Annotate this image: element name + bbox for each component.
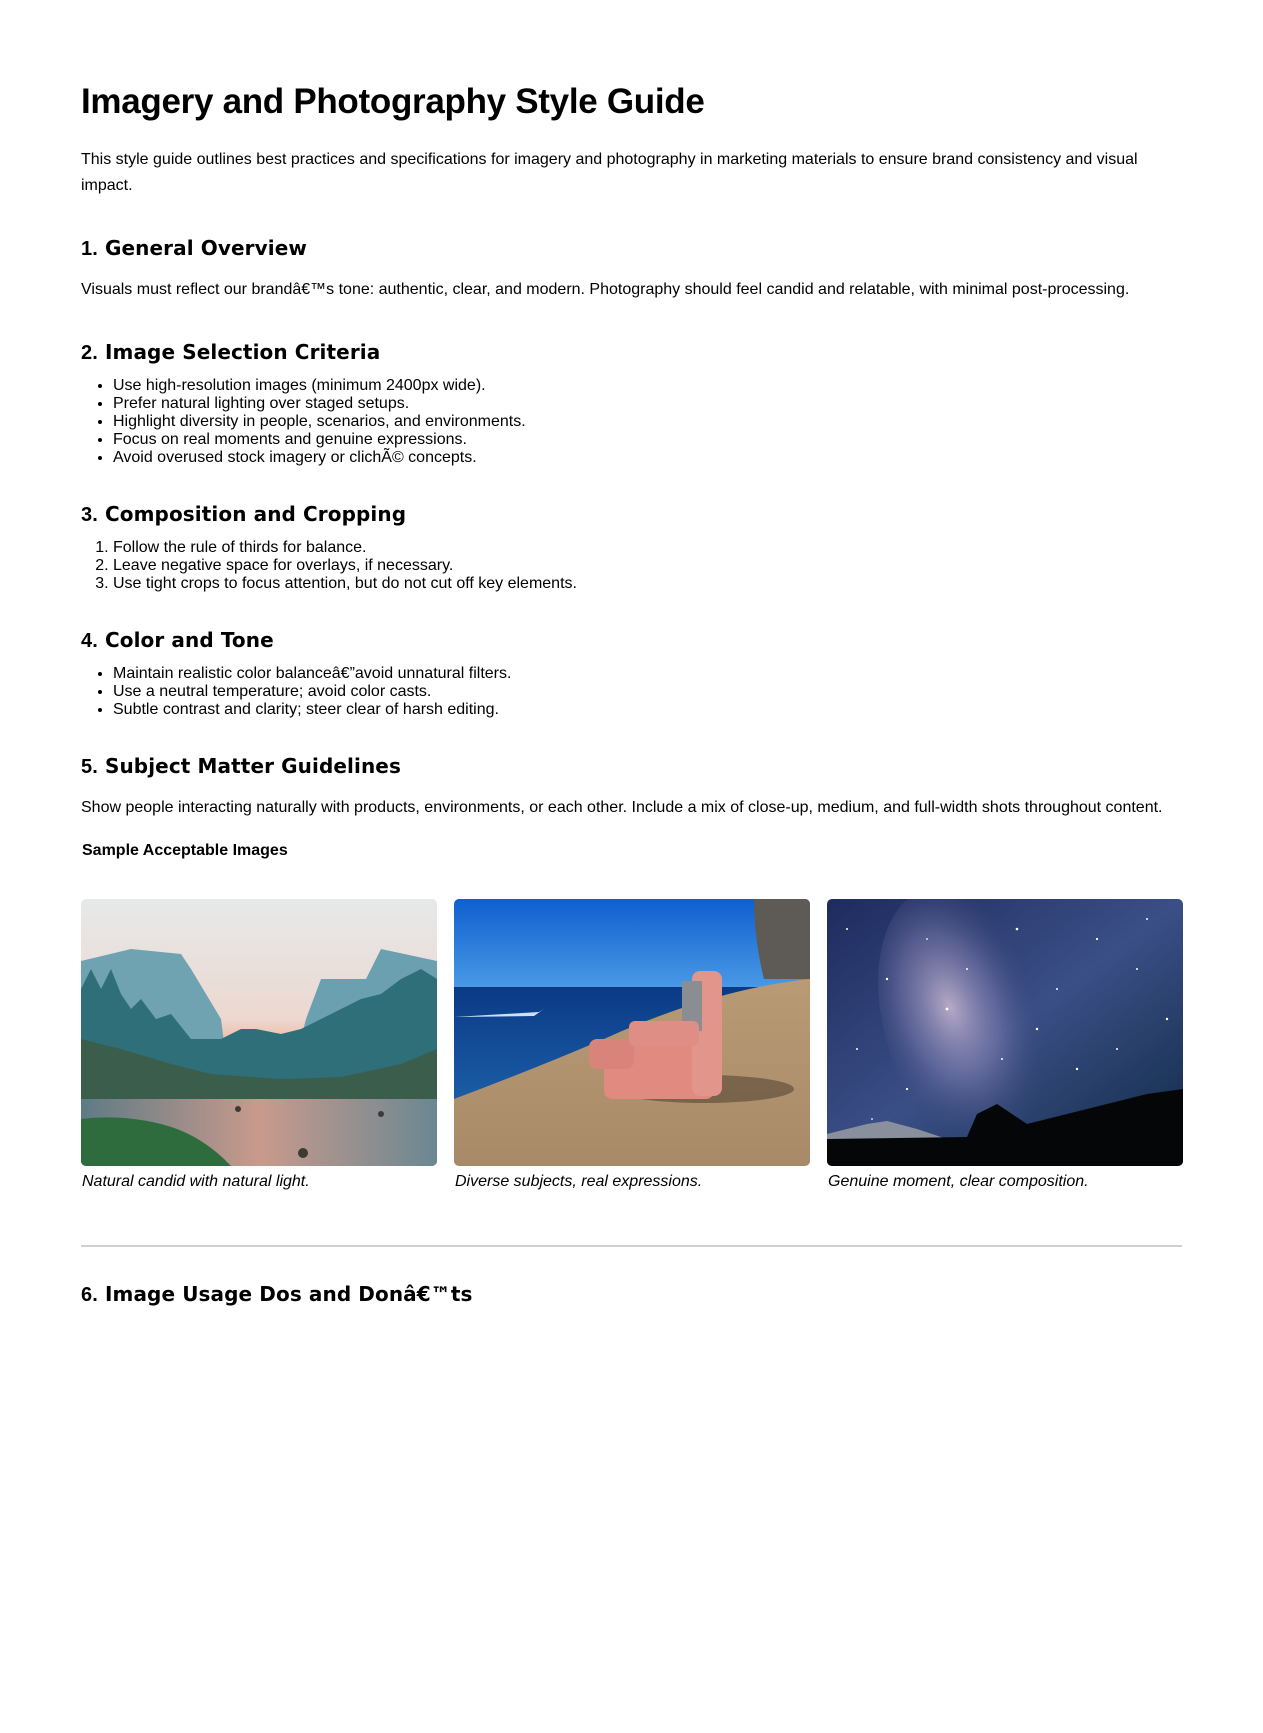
section-title: General Overview: [104, 236, 307, 260]
gallery-card: [454, 899, 810, 1192]
intro-paragraph: This style guide outlines best practices and specifications for imagery and photography in marketing materials to ensure brand consistency and visual impact.: [81, 151, 1138, 194]
list-item: 3. Use tight crops to focus attention, but do not cut off key elements.: [113, 575, 577, 593]
composition-list: [81, 539, 577, 593]
section-heading-usage-dos-donts: [81, 1282, 473, 1307]
section-title: Composition and Cropping: [104, 502, 407, 526]
armchair-image: [454, 899, 810, 1166]
section-title: Color and Tone: [104, 628, 274, 652]
section-heading-color-tone: [81, 628, 274, 653]
list-item: • Prefer natural lighting over staged setups.: [113, 395, 526, 413]
list-item: • Use a neutral temperature; avoid color casts.: [113, 683, 511, 701]
section-number: 4.: [81, 630, 98, 652]
gallery-card: [81, 899, 437, 1192]
sample-images-heading: Sample Acceptable Images: [82, 842, 288, 859]
section-divider: [81, 1245, 1182, 1247]
section-6-clip: [81, 1270, 1182, 1313]
list-item: • Highlight diversity in people, scenarios, and environments.: [113, 413, 526, 431]
section-heading-subject-matter: [81, 754, 401, 779]
image-selection-list: [81, 377, 526, 467]
section-number: 6.: [81, 1284, 98, 1306]
valley-image: [81, 899, 437, 1166]
milky-way-image: [827, 899, 1183, 1166]
section-heading-composition: [81, 502, 406, 527]
list-item: • Subtle contrast and clarity; steer clear of harsh editing.: [113, 701, 511, 719]
section-heading-image-selection: [81, 340, 380, 365]
valley-photo: [81, 899, 437, 1166]
sample-image-gallery: [81, 899, 1182, 1192]
section-number: 2.: [81, 342, 98, 364]
section-title: Image Usage Dos and Donâ€™ts: [104, 1282, 473, 1306]
list-item: • Use high-resolution images (minimum 2400px wide).: [113, 377, 526, 395]
color-tone-list: [81, 665, 511, 719]
image-caption: Diverse subjects, real expressions.: [455, 1173, 703, 1190]
page-title: Imagery and Photography Style Guide: [81, 82, 705, 121]
section-number: 3.: [81, 504, 98, 526]
section-title: Subject Matter Guidelines: [104, 754, 401, 778]
list-item: 1. Follow the rule of thirds for balance.: [113, 539, 577, 557]
image-caption: Natural candid with natural light.: [82, 1173, 310, 1190]
gallery-card: [827, 899, 1183, 1192]
section-title: Image Selection Criteria: [104, 340, 381, 364]
section-number: 5.: [81, 756, 98, 778]
general-overview-paragraph: Visuals must reflect our brandâ€™s tone: authentic, clear, and modern. Photography should feel candid and relatable, with minimal post-processing.: [81, 281, 1130, 298]
list-item: • Avoid overused stock imagery or clichÃ© concepts.: [113, 449, 526, 467]
list-item: • Maintain realistic color balanceâ€”avoid unnatural filters.: [113, 665, 511, 683]
subject-matter-paragraph: Show people interacting naturally with products, environments, or each other. Include a mix of close-up, medium, and full-width shots throughout content.: [81, 799, 1163, 816]
armchair-photo: [454, 899, 810, 1166]
milky-way-photo: [827, 899, 1183, 1166]
list-item: 2. Leave negative space for overlays, if necessary.: [113, 557, 577, 575]
list-item: • Focus on real moments and genuine expressions.: [113, 431, 526, 449]
section-heading-general-overview: [81, 236, 307, 261]
image-caption: Genuine moment, clear composition.: [828, 1173, 1089, 1190]
section-number: 1.: [81, 238, 98, 260]
